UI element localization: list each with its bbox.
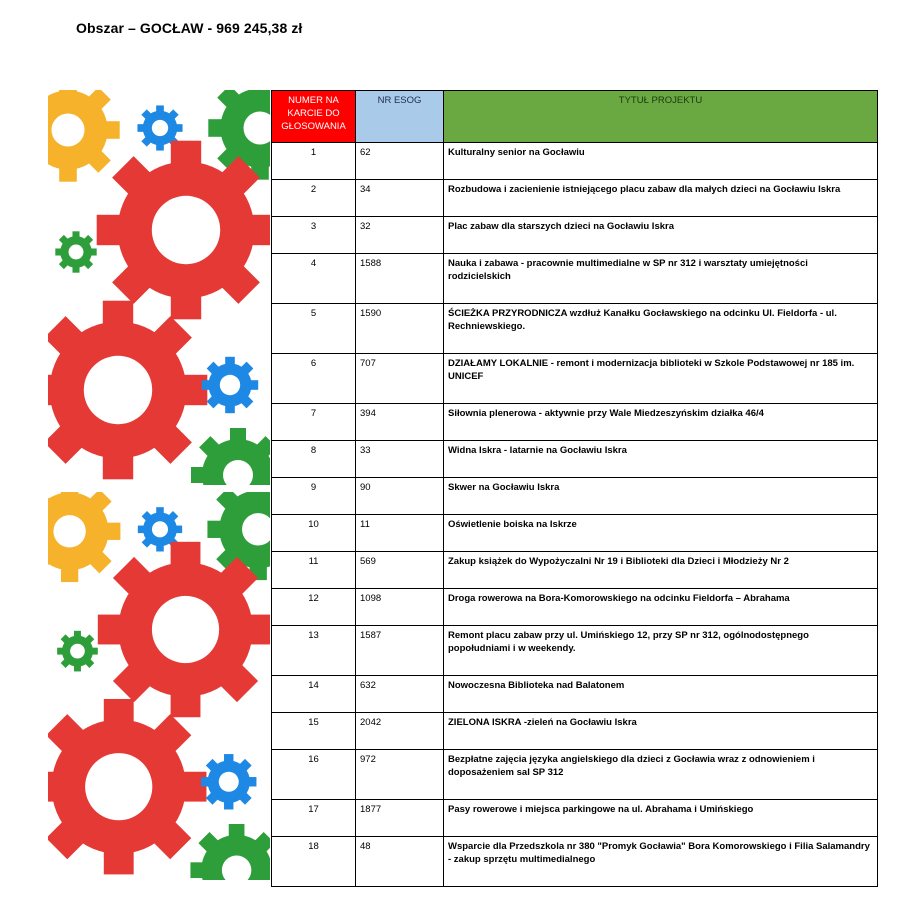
cell-project-title: Wsparcie dla Przedszkola nr 380 "Promyk Gocławia" Bora Komorowskiego i Filia Salamandry - zakup sprzętu multimedialnego — [444, 837, 878, 887]
table-row — [272, 254, 878, 304]
table-row — [272, 800, 878, 837]
cell-ballot-number: 11 — [272, 552, 356, 589]
table-row — [272, 217, 878, 254]
cell-esog-number: 32 — [356, 217, 444, 254]
gears-illustration-top — [48, 90, 270, 485]
cell-project-title: Plac zabaw dla starszych dzieci na Gocławiu Iskra — [444, 217, 878, 254]
gears-decoration — [48, 90, 270, 880]
gear-red-icon — [97, 141, 270, 320]
cell-ballot-number: 16 — [272, 750, 356, 800]
cell-esog-number: 569 — [356, 552, 444, 589]
table-row — [272, 404, 878, 441]
cell-project-title: Kulturalny senior na Gocławiu — [444, 143, 878, 180]
cell-esog-number: 33 — [356, 441, 444, 478]
cell-project-title: Zakup książek do Wypożyczalni Nr 19 i Biblioteki dla Dzieci i Młodzieży Nr 2 — [444, 552, 878, 589]
cell-project-title: Remont placu zabaw przy ul. Umińskiego 12, przy SP nr 312, ogólnodostępnego popołudniami i w weekendy. — [444, 626, 878, 676]
table-row — [272, 441, 878, 478]
cell-esog-number: 62 — [356, 143, 444, 180]
gear-green-small-icon — [57, 631, 98, 672]
cell-project-title: Nowoczesna Biblioteka nad Balatonem — [444, 676, 878, 713]
gear-red-lower-icon — [48, 699, 206, 874]
cell-ballot-number: 6 — [272, 354, 356, 404]
cell-ballot-number: 14 — [272, 676, 356, 713]
cell-ballot-number: 3 — [272, 217, 356, 254]
cell-ballot-number: 12 — [272, 589, 356, 626]
table-row — [272, 589, 878, 626]
cell-ballot-number: 1 — [272, 143, 356, 180]
cell-ballot-number: 17 — [272, 800, 356, 837]
table-row — [272, 180, 878, 217]
table-row — [272, 750, 878, 800]
cell-project-title: Widna Iskra - latarnie na Gocławiu Iskra — [444, 441, 878, 478]
header-project-title: TYTUŁ PROJEKTU — [444, 91, 878, 143]
gear-blue-lower-icon — [201, 754, 256, 809]
table-row — [272, 676, 878, 713]
gear-red-icon — [98, 542, 270, 717]
gear-yellow-icon — [48, 492, 120, 582]
gear-green-lower-icon — [191, 428, 270, 485]
table-row — [272, 143, 878, 180]
cell-ballot-number: 9 — [272, 478, 356, 515]
cell-esog-number: 707 — [356, 354, 444, 404]
cell-ballot-number: 5 — [272, 304, 356, 354]
gear-blue-lower-icon — [202, 357, 258, 413]
table-row — [272, 354, 878, 404]
gear-green-lower-icon — [190, 824, 270, 880]
cell-esog-number: 11 — [356, 515, 444, 552]
cell-ballot-number: 18 — [272, 837, 356, 887]
table-row — [272, 713, 878, 750]
cell-ballot-number: 10 — [272, 515, 356, 552]
cell-esog-number: 1098 — [356, 589, 444, 626]
cell-esog-number: 1590 — [356, 304, 444, 354]
cell-project-title: ŚCIEŻKA PRZYRODNICZA wzdłuż Kanałku Gocławskiego na odcinku Ul. Fieldorfa - ul. Rechniewskiego. — [444, 304, 878, 354]
header-ballot-number: NUMER NA KARCIE DO GŁOSOWANIA — [272, 91, 356, 143]
cell-project-title: Droga rowerowa na Bora-Komorowskiego na odcinku Fieldorfa – Abrahama — [444, 589, 878, 626]
table-row — [272, 478, 878, 515]
cell-esog-number: 972 — [356, 750, 444, 800]
projects-table — [271, 90, 878, 887]
cell-project-title: Bezpłatne zajęcia języka angielskiego dla dzieci z Gocławia wraz z odnowieniem i doposażeniem sal SP 312 — [444, 750, 878, 800]
cell-project-title: Pasy rowerowe i miejsca parkingowe na ul. Abrahama i Umińskiego — [444, 800, 878, 837]
gears-illustration-bottom — [48, 492, 270, 880]
cell-project-title: Nauka i zabawa - pracownie multimedialne w SP nr 312 i warsztaty umiejętności rodzicielskich — [444, 254, 878, 304]
cell-ballot-number: 2 — [272, 180, 356, 217]
cell-esog-number: 1588 — [356, 254, 444, 304]
table-header-row — [272, 91, 878, 143]
cell-esog-number: 90 — [356, 478, 444, 515]
cell-esog-number: 632 — [356, 676, 444, 713]
gear-red-lower-icon — [48, 301, 207, 480]
cell-ballot-number: 4 — [272, 254, 356, 304]
cell-project-title: Skwer na Gocławiu Iskra — [444, 478, 878, 515]
table-row — [272, 515, 878, 552]
cell-project-title: ZIELONA ISKRA -zieleń na Gocławiu Iskra — [444, 713, 878, 750]
cell-ballot-number: 15 — [272, 713, 356, 750]
cell-ballot-number: 8 — [272, 441, 356, 478]
table-row — [272, 626, 878, 676]
cell-esog-number: 2042 — [356, 713, 444, 750]
cell-esog-number: 1877 — [356, 800, 444, 837]
gear-yellow-icon — [48, 90, 120, 182]
cell-ballot-number: 7 — [272, 404, 356, 441]
cell-ballot-number: 13 — [272, 626, 356, 676]
page-title: Obszar – GOCŁAW - 969 245,38 zł — [76, 20, 303, 36]
cell-esog-number: 394 — [356, 404, 444, 441]
cell-project-title: Oświetlenie boiska na Iskrze — [444, 515, 878, 552]
table-row — [272, 552, 878, 589]
cell-esog-number: 48 — [356, 837, 444, 887]
cell-project-title: DZIAŁAMY LOKALNIE - remont i modernizacja biblioteki w Szkole Podstawowej nr 185 im. UNICEF — [444, 354, 878, 404]
gear-green-small-icon — [55, 231, 96, 272]
table-row — [272, 304, 878, 354]
cell-esog-number: 34 — [356, 180, 444, 217]
cell-project-title: Rozbudowa i zacienienie istniejącego placu zabaw dla małych dzieci na Gocławiu Iskra — [444, 180, 878, 217]
table-row — [272, 837, 878, 887]
header-esog-number: NR ESOG — [356, 91, 444, 143]
cell-esog-number: 1587 — [356, 626, 444, 676]
cell-project-title: Siłownia plenerowa - aktywnie przy Wale Miedzeszyńskim działka 46/4 — [444, 404, 878, 441]
